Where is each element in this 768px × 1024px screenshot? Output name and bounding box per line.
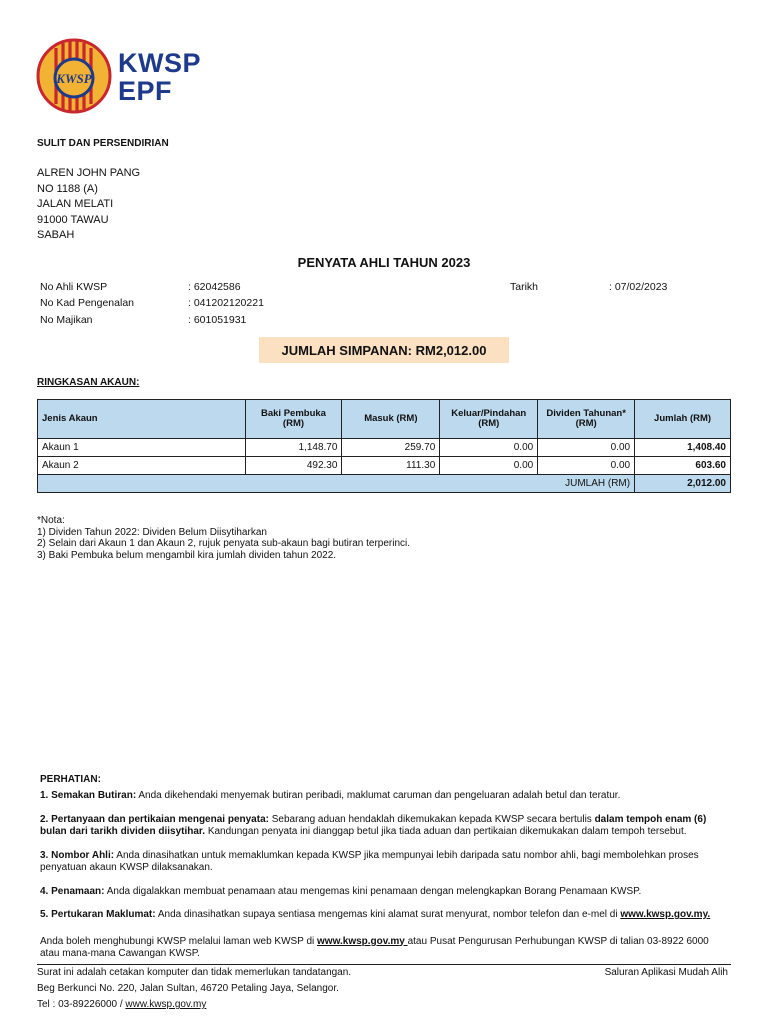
total-savings-box (259, 337, 509, 363)
cell-account-name: Akaun 2 (38, 457, 246, 475)
cell-out: 0.00 (440, 457, 538, 475)
note-item: 1) Dividen Tahun 2022: Dividen Belum Diisytiharkan (37, 526, 267, 538)
footer-contact: Tel : 03-89226000 / www.kwsp.gov.my (37, 999, 207, 1010)
brand-wordmark (118, 50, 201, 105)
attention-section (40, 774, 730, 961)
employer-value: : 601051931 (188, 314, 247, 326)
kwsp-emblem-icon (36, 38, 116, 118)
member-no-value: : 62042586 (188, 281, 241, 293)
cell-out: 0.00 (440, 439, 538, 457)
brand-epf: EPF (118, 76, 173, 106)
member-no-label: No Ahli KWSP (40, 281, 108, 293)
svg-text:KWSP: KWSP (56, 71, 92, 86)
table-header-row (38, 400, 731, 439)
cell-dividend: 0.00 (538, 457, 635, 475)
confidential-label: SULIT DAN PERSENDIRIAN (37, 138, 169, 149)
col-header-out: Keluar/Pindahan (RM) (440, 400, 538, 439)
total-savings-text: JUMLAH SIMPANAN: RM2,012.00 (281, 342, 487, 358)
table-row (38, 439, 731, 457)
attention-item-3: 3. Nombor Ahli: Anda dinasihatkan untuk memaklumkan kepada KWSP jika mempunyai lebih daripada satu nombor ahli, bagi membolehkan proses penyatuan akaun KWSP dilaksanakan. (40, 849, 699, 873)
date-value: : 07/02/2023 (609, 281, 668, 293)
footer-website-link[interactable]: www.kwsp.gov.my (125, 999, 207, 1010)
cell-total: 603.60 (635, 457, 731, 475)
kwsp-website-link[interactable]: www.kwsp.gov.my. (620, 909, 711, 920)
contact-paragraph: Anda boleh menghubungi KWSP melalui laman web KWSP di www.kwsp.gov.my atau Pusat Pengurusan Perhubungan KWSP di talian 03-8922 6000 atau mana-mana Cawangan KWSP. (40, 935, 709, 959)
address-line: ALREN JOHN PANG (37, 167, 141, 179)
kwsp-contact-link[interactable]: www.kwsp.gov.my (317, 935, 408, 947)
address-line: JALAN MELATI (37, 198, 114, 210)
cell-opening-balance: 492.30 (245, 457, 342, 475)
date-label: Tarikh (510, 281, 539, 293)
recipient-address (37, 166, 140, 244)
attention-title: PERHATIAN: (40, 774, 101, 785)
footer-note: Surat ini adalah cetakan komputer dan tidak memerlukan tandatangan. (37, 967, 352, 978)
col-header-dividend: Dividen Tahunan* (RM) (538, 400, 635, 439)
col-header-opening-balance: Baki Pembuka (RM) (245, 400, 342, 439)
brand-kwsp: KWSP (118, 48, 201, 78)
cell-opening-balance: 1,148.70 (245, 439, 342, 457)
cell-total: 1,408.40 (635, 439, 731, 457)
col-header-account-type: Jenis Akaun (38, 400, 246, 439)
total-label-cell: JUMLAH (RM) (38, 475, 635, 493)
cell-in: 111.30 (342, 457, 440, 475)
attention-item-1: 1. Semakan Butiran: Anda dikehendaki menyemak butiran peribadi, maklumat caruman dan pengeluaran adalah betul dan teratur. (40, 790, 621, 801)
cell-in: 259.70 (342, 439, 440, 457)
cell-account-name: Akaun 1 (38, 439, 246, 457)
account-summary-table (37, 399, 731, 493)
ic-value: : 041202120221 (188, 297, 264, 309)
footer-address: Beg Berkunci No. 220, Jalan Sultan, 46720 Petaling Jaya, Selangor. (37, 983, 339, 994)
table-total-row (38, 475, 731, 493)
address-line: SABAH (37, 229, 75, 241)
address-line: 91000 TAWAU (37, 213, 109, 226)
statement-title: PENYATA AHLI TAHUN 2023 (297, 255, 471, 270)
attention-item-4: 4. Penamaan: Anda digalakkan membuat penamaan atau mengemas kini penamaan dengan melengkapkan Borang Penamaan KWSP. (40, 885, 642, 897)
cell-dividend: 0.00 (538, 439, 635, 457)
note-item: 3) Baki Pembuka belum mengambil kira jumlah dividen tahun 2022. (37, 549, 337, 561)
footer (37, 965, 351, 1013)
col-header-in: Masuk (RM) (342, 400, 440, 439)
address-line: NO 1188 (A) (37, 182, 98, 195)
ic-label: No Kad Pengenalan (40, 297, 134, 309)
attention-item-5: 5. Pertukaran Maklumat: Anda dinasihatkan supaya sentiasa mengemas kini alamat surat menyurat, nombor telefon dan e-mel di www.kwsp.gov.my. (40, 909, 711, 920)
table-row (38, 457, 731, 475)
notes-section (37, 515, 410, 561)
attention-item-2: 2. Pertanyaan dan pertikaian mengenai penyata: Sebarang aduan hendaklah dikemukakan kepada KWSP secara bertulis dalam tempoh enam (6) bulan dari tarikh dividen diisytihar. Kandungan penyata ini dianggap betul jika tiada aduan dan pertikaian dikemukakan dalam tempoh tersebut. (40, 813, 707, 837)
total-value-cell: 2,012.00 (635, 475, 731, 493)
col-header-total: Jumlah (RM) (635, 400, 731, 439)
mobile-app-channel: Saluran Aplikasi Mudah Alih (604, 967, 728, 978)
employer-label: No Majikan (40, 314, 93, 326)
account-summary-heading: RINGKASAN AKAUN: (37, 377, 140, 388)
notes-title: *Nota: (37, 515, 65, 526)
note-item: 2) Selain dari Akaun 1 dan Akaun 2, rujuk penyata sub-akaun bagi butiran terperinci. (37, 538, 411, 549)
